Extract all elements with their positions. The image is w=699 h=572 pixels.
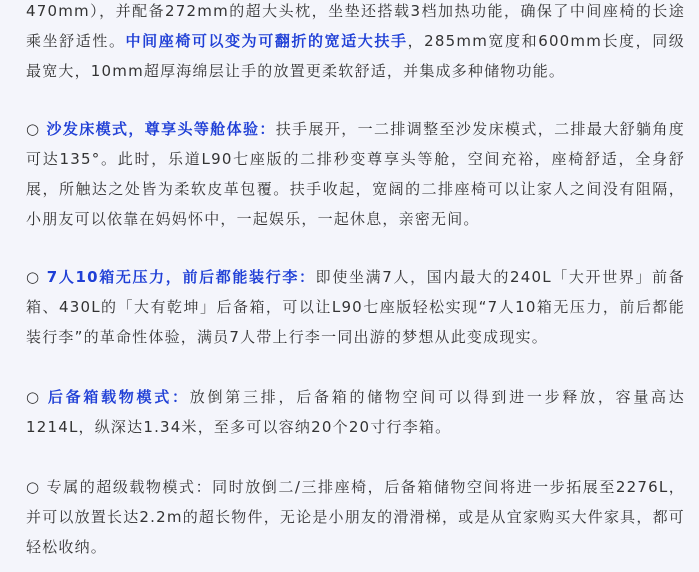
paragraph-luggage xyxy=(26,262,685,352)
paragraph-text: 470mm），并配备272mm的超大头枕，坐垫还搭载3档加热功能，确保了中间座椅的长途乘坐舒适性。 xyxy=(26,2,685,50)
paragraph-trunk-mode xyxy=(26,382,685,442)
highlight-sofa-bed: 沙发床模式，尊享头等舱体验： xyxy=(46,120,276,138)
paragraph-text: ，285mm宽度和600mm长度，同级最宽大，10mm超厚海绵层让手的放置更柔软舒适，并集成多种储物功能。 xyxy=(26,32,686,80)
highlight-trunk: 后备箱载物模式： xyxy=(47,388,190,406)
highlight-armrest: 中间座椅可以变为可翻折的宽适大扶手 xyxy=(125,32,408,50)
paragraph-super-cargo-mode xyxy=(26,472,685,562)
paragraph-text: 扶手展开，一二排调整至沙发床模式，二排最大舒躺角度可达135°。此时，乐道L90七座版的二排秒变尊享头等舱，空间充裕，座椅舒适，全身舒展，所触达之处皆为柔软皮革包覆。扶手收起，宽阔的二排座椅可以让家人之间没有阻隔，小朋友可以依靠在妈妈怀中，一起娱乐，一起休息，亲密无间。 xyxy=(26,120,685,228)
bullet-circle: ○ xyxy=(26,268,41,286)
paragraph-seat-comfort xyxy=(26,0,685,86)
paragraph-text: 专属的超级载物模式：同时放倒二/三排座椅，后备箱储物空间将进一步拓展至2276L，并可以放置长达2.2m的超长物件，无论是小朋友的滑滑梯，或是从宜家购买大件家具，都可轻松收纳。 xyxy=(26,478,685,556)
bullet-circle: ○ xyxy=(26,478,41,496)
bullet-circle: ○ xyxy=(26,388,42,406)
paragraph-sofa-bed-mode xyxy=(26,114,685,234)
paragraph-text: 放倒第三排，后备箱的储物空间可以得到进一步释放，容量高达1214L，纵深达1.34米，至多可以容纳20个20寸行李箱。 xyxy=(26,388,685,436)
highlight-luggage: 7人10箱无压力，前后都能装行李： xyxy=(46,268,316,286)
bullet-circle: ○ xyxy=(26,120,41,138)
paragraph-text: 即使坐满7人，国内最大的240L「大开世界」前备箱、430L的「大有乾坤」后备箱，可以让L90七座版轻松实现“7人10箱无压力，前后都能装行李”的革命性体验，满员7人带上行李一同出游的梦想从此变成现实。 xyxy=(26,268,685,346)
